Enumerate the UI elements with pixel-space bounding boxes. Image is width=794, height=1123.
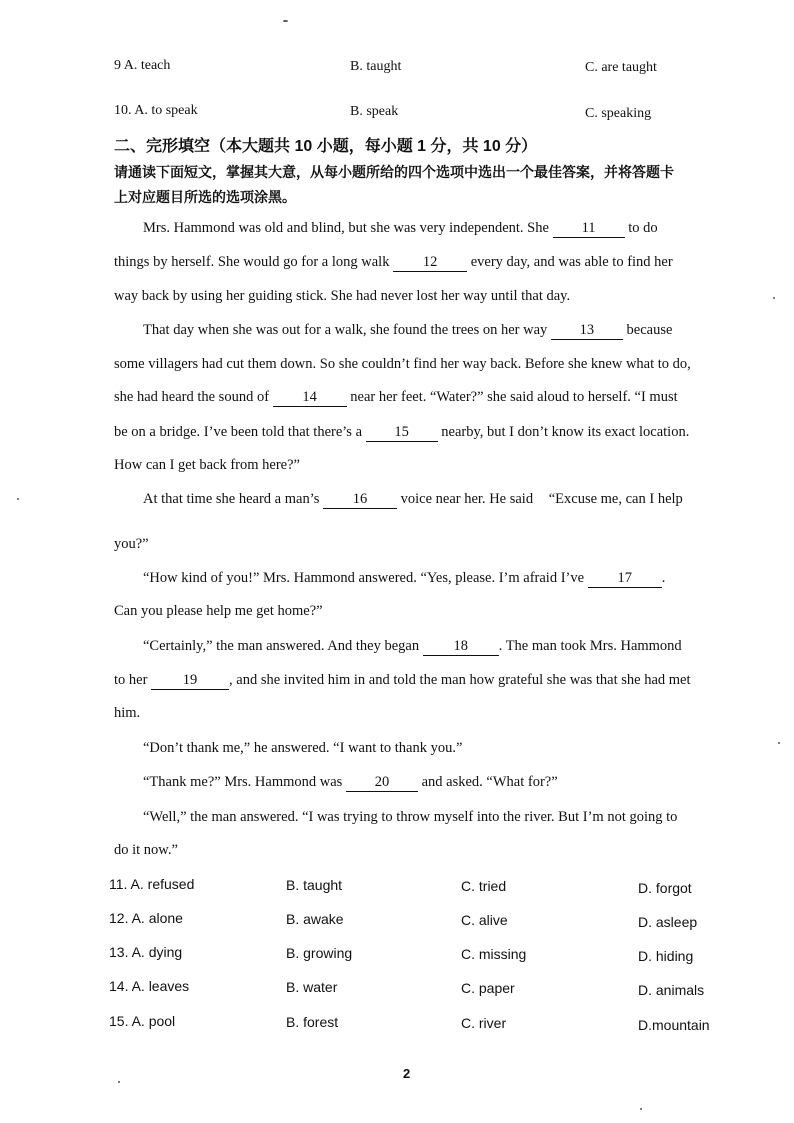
option-9-c: C. are taught bbox=[585, 60, 657, 75]
option-15-c: C. river bbox=[461, 1015, 507, 1031]
page-number: 2 bbox=[403, 1066, 411, 1081]
option-10-a: 10. A. to speak bbox=[114, 103, 198, 118]
option-15-b: B. forest bbox=[286, 1014, 339, 1030]
option-12-b: B. awake bbox=[286, 911, 344, 927]
passage-line bbox=[143, 570, 665, 588]
passage-line: some villagers had cut them down. So she couldn’t find her way back. Before she knew what to do, bbox=[114, 356, 691, 372]
blank-17: 17 bbox=[588, 571, 662, 588]
passage-text: things by herself. She would go for a long walk bbox=[114, 254, 390, 270]
option-12-a: 12. A. alone bbox=[109, 910, 183, 926]
passage-text: “How kind of you!” Mrs. Hammond answered. “Yes, please. I’m afraid I’ve bbox=[143, 570, 585, 586]
option-12-c: C. alive bbox=[461, 912, 508, 928]
passage-text: be on a bridge. I’ve been told that there’s a bbox=[114, 424, 363, 440]
option-9-a: 9 A. teach bbox=[114, 58, 171, 73]
passage-line: “Don’t thank me,” he answered. “I want to thank you.” bbox=[143, 740, 463, 756]
option-15-a: 15. A. pool bbox=[109, 1013, 176, 1029]
passage-text: nearby, but I don’t know its exact location. bbox=[441, 424, 690, 440]
passage-text: Mrs. Hammond was old and blind, but she was very independent. She bbox=[143, 220, 549, 236]
passage-text: voice near her. He said bbox=[400, 491, 534, 507]
option-14-d: D. animals bbox=[638, 982, 705, 998]
passage-line bbox=[143, 774, 558, 792]
passage-text: near her feet. “Water?” she said aloud to herself. “I must bbox=[350, 389, 678, 405]
passage-line bbox=[114, 254, 673, 272]
passage-text: That day when she was out for a walk, she found the trees on her way bbox=[143, 322, 548, 338]
blank-19: 19 bbox=[151, 673, 229, 690]
passage-text: , and she invited him in and told the man how grateful she was that she had met bbox=[229, 672, 691, 688]
passage-text: every day, and was able to find her bbox=[470, 254, 673, 270]
option-15-d: D.mountain bbox=[638, 1017, 710, 1033]
blank-16: 16 bbox=[323, 492, 397, 509]
blank-14: 14 bbox=[273, 390, 347, 407]
option-11-c: C. tried bbox=[461, 878, 507, 894]
option-11-b: B. taught bbox=[286, 877, 343, 893]
passage-text: because bbox=[626, 322, 673, 338]
passage-line bbox=[143, 322, 672, 340]
blank-12: 12 bbox=[393, 255, 467, 272]
passage-text: . The man took Mrs. Hammond bbox=[498, 638, 682, 654]
blank-13: 13 bbox=[551, 323, 623, 340]
passage-line bbox=[114, 389, 678, 407]
blank-18: 18 bbox=[423, 639, 499, 656]
section-heading: 二、完形填空（本大题共 10 小题，每小题 1 分，共 10 分） bbox=[114, 138, 538, 155]
option-14-b: B. water bbox=[286, 979, 338, 995]
scan-speck bbox=[118, 1081, 120, 1083]
passage-text: and asked. “What for?” bbox=[421, 774, 558, 790]
passage-line: “Well,” the man answered. “I was trying to throw myself into the river. But I’m not going to bbox=[143, 809, 678, 825]
scan-speck bbox=[773, 297, 775, 299]
passage-text: . bbox=[661, 570, 666, 586]
option-14-c: C. paper bbox=[461, 980, 515, 996]
scan-speck bbox=[283, 20, 288, 22]
option-13-a: 13. A. dying bbox=[109, 944, 183, 960]
option-13-d: D. hiding bbox=[638, 948, 694, 964]
passage-text: At that time she heard a man’s bbox=[143, 491, 320, 507]
option-14-a: 14. A. leaves bbox=[109, 978, 190, 994]
section-instruction-line-1: 请通读下面短文，掌握其大意，从每小题所给的四个选项中选出一个最佳答案，并将答题卡 bbox=[114, 164, 674, 180]
passage-line bbox=[114, 672, 691, 690]
option-10-b: B. speak bbox=[350, 104, 399, 119]
passage-line: him. bbox=[114, 705, 141, 721]
option-13-b: B. growing bbox=[286, 945, 353, 961]
passage-line: you?” bbox=[114, 536, 149, 552]
passage-line bbox=[143, 638, 682, 656]
passage-line: How can I get back from here?” bbox=[114, 457, 300, 473]
blank-15: 15 bbox=[366, 425, 438, 442]
passage-text: she had heard the sound of bbox=[114, 389, 270, 405]
option-10-c: C. speaking bbox=[585, 106, 652, 121]
passage-line bbox=[114, 424, 689, 442]
passage-text: “Certainly,” the man answered. And they began bbox=[143, 638, 420, 654]
option-9-b: B. taught bbox=[350, 59, 402, 74]
scan-speck bbox=[640, 1108, 642, 1110]
blank-11: 11 bbox=[553, 221, 625, 238]
passage-line bbox=[143, 220, 658, 238]
passage-line: way back by using her guiding stick. She had never lost her way until that day. bbox=[114, 288, 571, 304]
option-11-d: D. forgot bbox=[638, 880, 692, 896]
scan-speck bbox=[778, 742, 780, 744]
passage-line bbox=[143, 491, 683, 509]
passage-text: “Excuse me, can I help bbox=[548, 491, 683, 507]
option-12-d: D. asleep bbox=[638, 914, 698, 930]
passage-text: to her bbox=[114, 672, 148, 688]
section-instruction-line-2: 上对应题目所选的选项涂黑。 bbox=[114, 189, 296, 205]
option-13-c: C. missing bbox=[461, 946, 527, 962]
blank-20: 20 bbox=[346, 775, 418, 792]
passage-text: “Thank me?” Mrs. Hammond was bbox=[143, 774, 343, 790]
passage-line: do it now.” bbox=[114, 842, 178, 858]
passage-text: to do bbox=[628, 220, 658, 236]
scan-speck bbox=[17, 498, 19, 500]
option-11-a: 11. A. refused bbox=[109, 876, 195, 892]
passage-line: Can you please help me get home?” bbox=[114, 603, 323, 619]
